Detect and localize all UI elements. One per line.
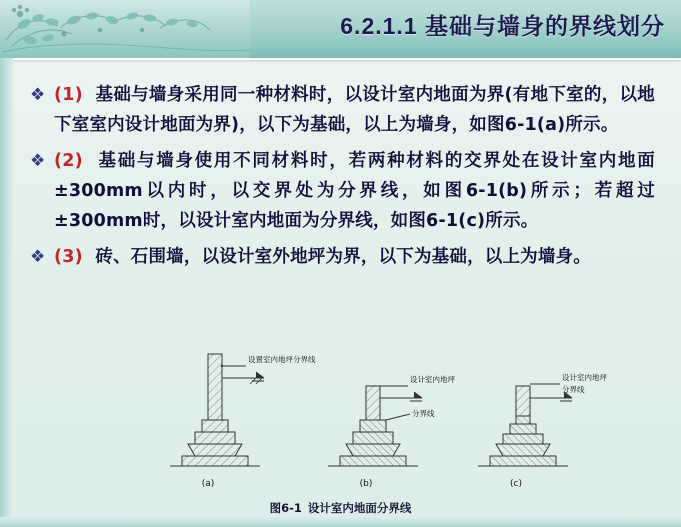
list-item <box>30 80 655 140</box>
left-decorative-band <box>0 58 14 527</box>
figure-foundation-diagrams <box>150 348 630 508</box>
figure-label-a-note: 设置室内地坪分界线 <box>248 355 316 364</box>
diamond-bullet-icon: ❖ <box>30 85 46 104</box>
bullet-paragraph <box>54 80 655 140</box>
bullet-paragraph <box>54 146 655 236</box>
bullet-body: 基础与墙身采用同一种材料时，以设计室内地面为界(有地下室的，以地下室室内设计地面为界)，以下为基础，以上为墙身，如图6-1(a)所示。 <box>54 85 655 135</box>
figure-caption-number: 图6-1 <box>269 501 302 515</box>
figure-caption <box>0 500 681 516</box>
list-item <box>30 146 655 236</box>
bullet-number: (2) <box>54 151 83 171</box>
diamond-bullet-icon: ❖ <box>30 151 46 170</box>
figure-label-b-note2: 分界线 <box>412 409 435 418</box>
figure-label-c-note2: 分界线 <box>562 385 585 394</box>
bullet-number: (1) <box>54 85 83 105</box>
figure-label-c-note1: 设计室内地坪 <box>562 373 607 382</box>
bullet-body: 砖、石围墙，以设计室外地坪为界，以下为基础，以上为墙身。 <box>95 247 591 267</box>
list-item <box>30 242 655 272</box>
slide-body <box>30 80 655 278</box>
floral-ornament-icon <box>0 0 250 58</box>
bullet-paragraph <box>54 242 655 272</box>
diamond-bullet-icon: ❖ <box>30 247 46 266</box>
figure-label-b-note1: 设计室内地坪 <box>410 375 455 384</box>
figure-caption-text: 设计室内地面分界线 <box>307 501 412 515</box>
figure-subcaption-c: (c) <box>510 479 522 489</box>
figure-subcaption-a: (a) <box>201 479 215 489</box>
bullet-number: (3) <box>54 247 83 267</box>
slide-header <box>0 0 681 60</box>
figure-subcaption-b: (b) <box>359 479 373 489</box>
page-title: 6.2.1.1 基础与墙身的界线划分 <box>340 13 665 39</box>
bottom-decorative-band <box>0 517 681 527</box>
bullet-body: 基础与墙身使用不同材料时，若两种材料的交界处在设计室内地面±300mm以内时，以交界处为分界线，如图6-1(b)所示；若超过±300mm时，以设计室内地面为分界线，如图6-1(c)所示。 <box>54 151 655 231</box>
